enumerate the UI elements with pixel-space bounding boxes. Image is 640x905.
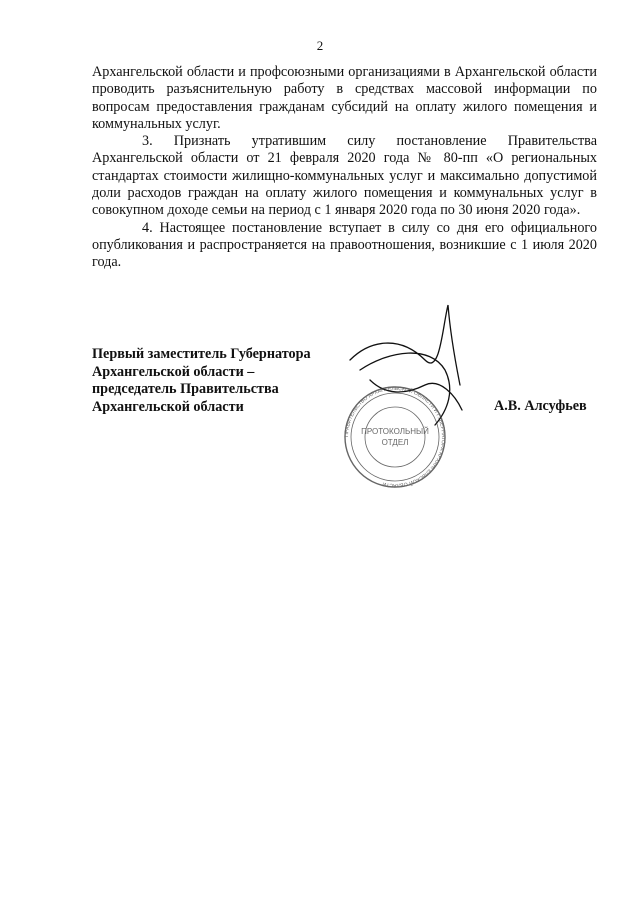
signer-name: А.В. Алсуфьев	[494, 398, 587, 414]
paragraph-continuation: Архангельской области и профсоюзными организациями в Архангельской области проводить разъяснительную работу в средствах массовой информации по вопросам предоставления гражданам субсидий на оплату жилого помещения и коммунальных услуг.	[92, 64, 597, 132]
document-body	[92, 64, 597, 272]
signatory-title	[92, 346, 352, 416]
paragraph-3: 3. Признать утратившим силу постановление Правительства Архангельской области от 21 февраля 2020 года № 80-пп «О региональных стандартах стоимости жилищно-коммунальных услуг и максимально допустимой доли расходов граждан на оплату жилого помещения и коммунальных услуг в совокупном доходе семьи на период с 1 января 2020 года по 30 июня 2020 года».	[92, 133, 597, 219]
official-stamp	[344, 386, 446, 488]
handwritten-signature	[350, 305, 462, 425]
signatory-title-line-3: председатель Правительства	[92, 381, 279, 397]
signatory-title-line-2: Архангельской области –	[92, 363, 255, 380]
paragraph-4: 4. Настоящее постановление вступает в силу со дня его официального опубликования и распространяется на правоотношения, возникшие с 1 июля 2020 года.	[92, 219, 597, 271]
stamp-center-line-1: ПРОТОКОЛЬНЫЙ	[361, 427, 429, 436]
signatory-title-line-4: Архангельской области	[92, 398, 244, 415]
signature-and-stamp	[330, 300, 470, 500]
signatory-title-line-1: Первый заместитель Губернатора	[92, 346, 311, 362]
stamp-center-line-2: ОТДЕЛ	[381, 438, 409, 447]
page-number: 2	[316, 38, 324, 53]
stamp-ring-text: ПРАВИТЕЛЬСТВО АРХАНГЕЛЬСКОЙ ОБЛАСТИ И ГУБЕРНАТОРА АРХАНГЕЛЬСКОЙ ОБЛАСТИ	[343, 385, 447, 489]
